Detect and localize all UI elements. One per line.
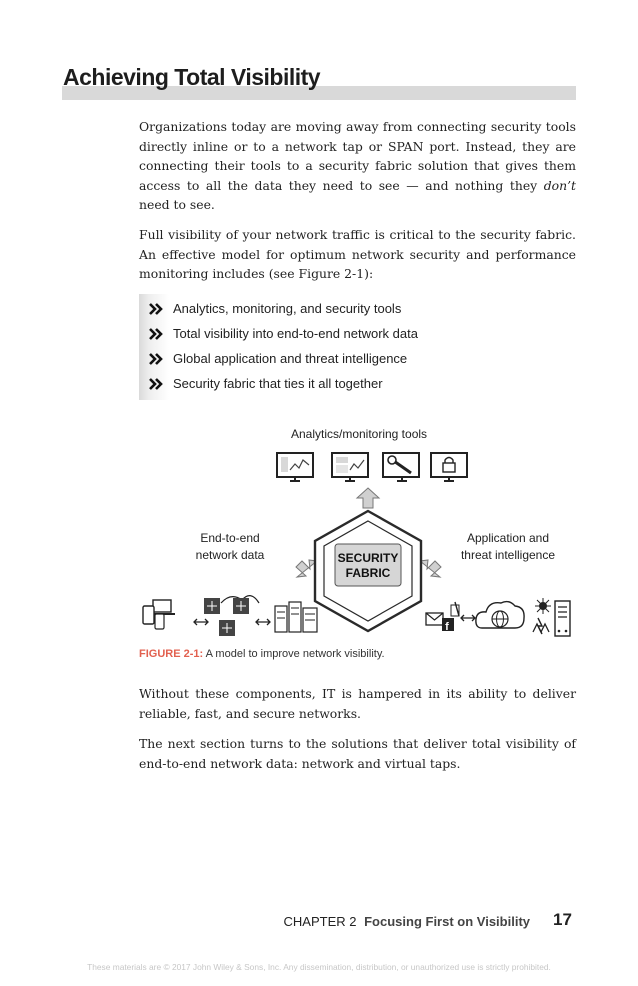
intro-text-before: Organizations today are moving away from connecting security tools directly inline or to a network tap or SPAN port. Instead, they are connecting their tools to a security fabric solution that gives them access to all the data they need to see — and nothing they	[139, 119, 576, 193]
intro-paragraph-block	[139, 117, 576, 215]
double-chevron-icon	[149, 328, 163, 340]
caption-text: A model to improve network visibility.	[205, 648, 385, 660]
caption-number: FIGURE 2-1:	[139, 648, 204, 660]
threat-server-icon	[533, 598, 570, 636]
monitor-icon-lock	[431, 453, 467, 481]
double-chevron-icon	[149, 378, 163, 390]
server-rack-icon	[275, 602, 317, 632]
bullet-text: Total visibility into end-to-end network data	[173, 326, 418, 341]
left-network-label-line-2: network data	[195, 548, 265, 562]
bullet-item	[149, 296, 576, 321]
cloud-globe-icon	[476, 602, 524, 628]
closing-paragraph-2-block	[139, 734, 576, 773]
footer-chapter-number: CHAPTER 2	[283, 914, 357, 929]
monitor-icon-chart	[277, 453, 313, 481]
copyright-notice: These materials are © 2017 John Wiley & Sons, Inc. Any dissemination, distribution, or unauthorized use is strictly prohibited.	[87, 962, 551, 972]
closing-paragraph-1-block	[139, 684, 576, 723]
bullet-text: Security fabric that ties it all together	[173, 376, 383, 391]
fabric-label-line-2: FABRIC	[345, 566, 391, 580]
right-intelligence-label-line-1: Application and	[466, 531, 550, 545]
footer-chapter-title: Focusing First on Visibility	[364, 914, 530, 929]
section-title: Achieving Total Visibility	[63, 64, 321, 90]
arrow-right-icon	[420, 560, 441, 577]
bullet-text: Analytics, monitoring, and security tools	[173, 301, 402, 316]
intro-emphasis: don’t	[543, 177, 576, 193]
right-intelligence-label	[443, 530, 573, 564]
closing-paragraph-2: The next section turns to the solutions that deliver total visibility of end-to-end network data: network and virtual taps.	[139, 736, 576, 771]
visibility-paragraph: Full visibility of your network traffic is critical to the security fabric. An effective model for optimum network security and performance monitoring includes (see Figure 2-1):	[139, 227, 576, 281]
bullet-list-box	[139, 294, 576, 400]
double-chevron-icon	[149, 303, 163, 315]
monitor-icon-wrench	[383, 453, 419, 481]
bullet-item	[149, 321, 576, 346]
fabric-label-line-1: SECURITY	[337, 551, 399, 565]
left-network-label-line-1: End-to-end	[200, 531, 260, 545]
closing-paragraph-1: Without these components, IT is hampered in its ability to deliver reliable, fast, and secure networks.	[139, 686, 576, 721]
footer-chapter	[284, 914, 530, 929]
bullet-list	[139, 294, 576, 396]
bidirectional-arrow-icon	[194, 619, 208, 625]
figure-caption	[139, 648, 576, 660]
bidirectional-arrow-icon	[461, 615, 475, 621]
bullet-item	[149, 346, 576, 371]
right-intelligence-label-line-2: threat intelligence	[460, 548, 556, 562]
bullet-item	[149, 371, 576, 396]
figure-2-1	[139, 420, 576, 645]
intro-text-after: need to see.	[139, 197, 215, 212]
switch-cloud-icon	[204, 596, 259, 636]
bullet-text: Global application and threat intelligence	[173, 351, 408, 366]
monitor-icon-dashboard	[332, 453, 368, 481]
laptop-tablet-phone-icon	[143, 600, 175, 629]
arrow-up-icon	[357, 488, 379, 508]
intro-paragraph	[139, 117, 576, 215]
page-number: 17	[553, 910, 572, 929]
mail-social-icon	[426, 602, 459, 633]
section-heading	[62, 62, 576, 100]
bidirectional-arrow-icon	[256, 619, 270, 625]
top-tools-label: Analytics/monitoring tools	[290, 427, 428, 441]
double-chevron-icon	[149, 353, 163, 365]
left-network-label	[175, 530, 285, 564]
visibility-paragraph-block	[139, 225, 576, 284]
svg-text:f: f	[445, 621, 449, 633]
